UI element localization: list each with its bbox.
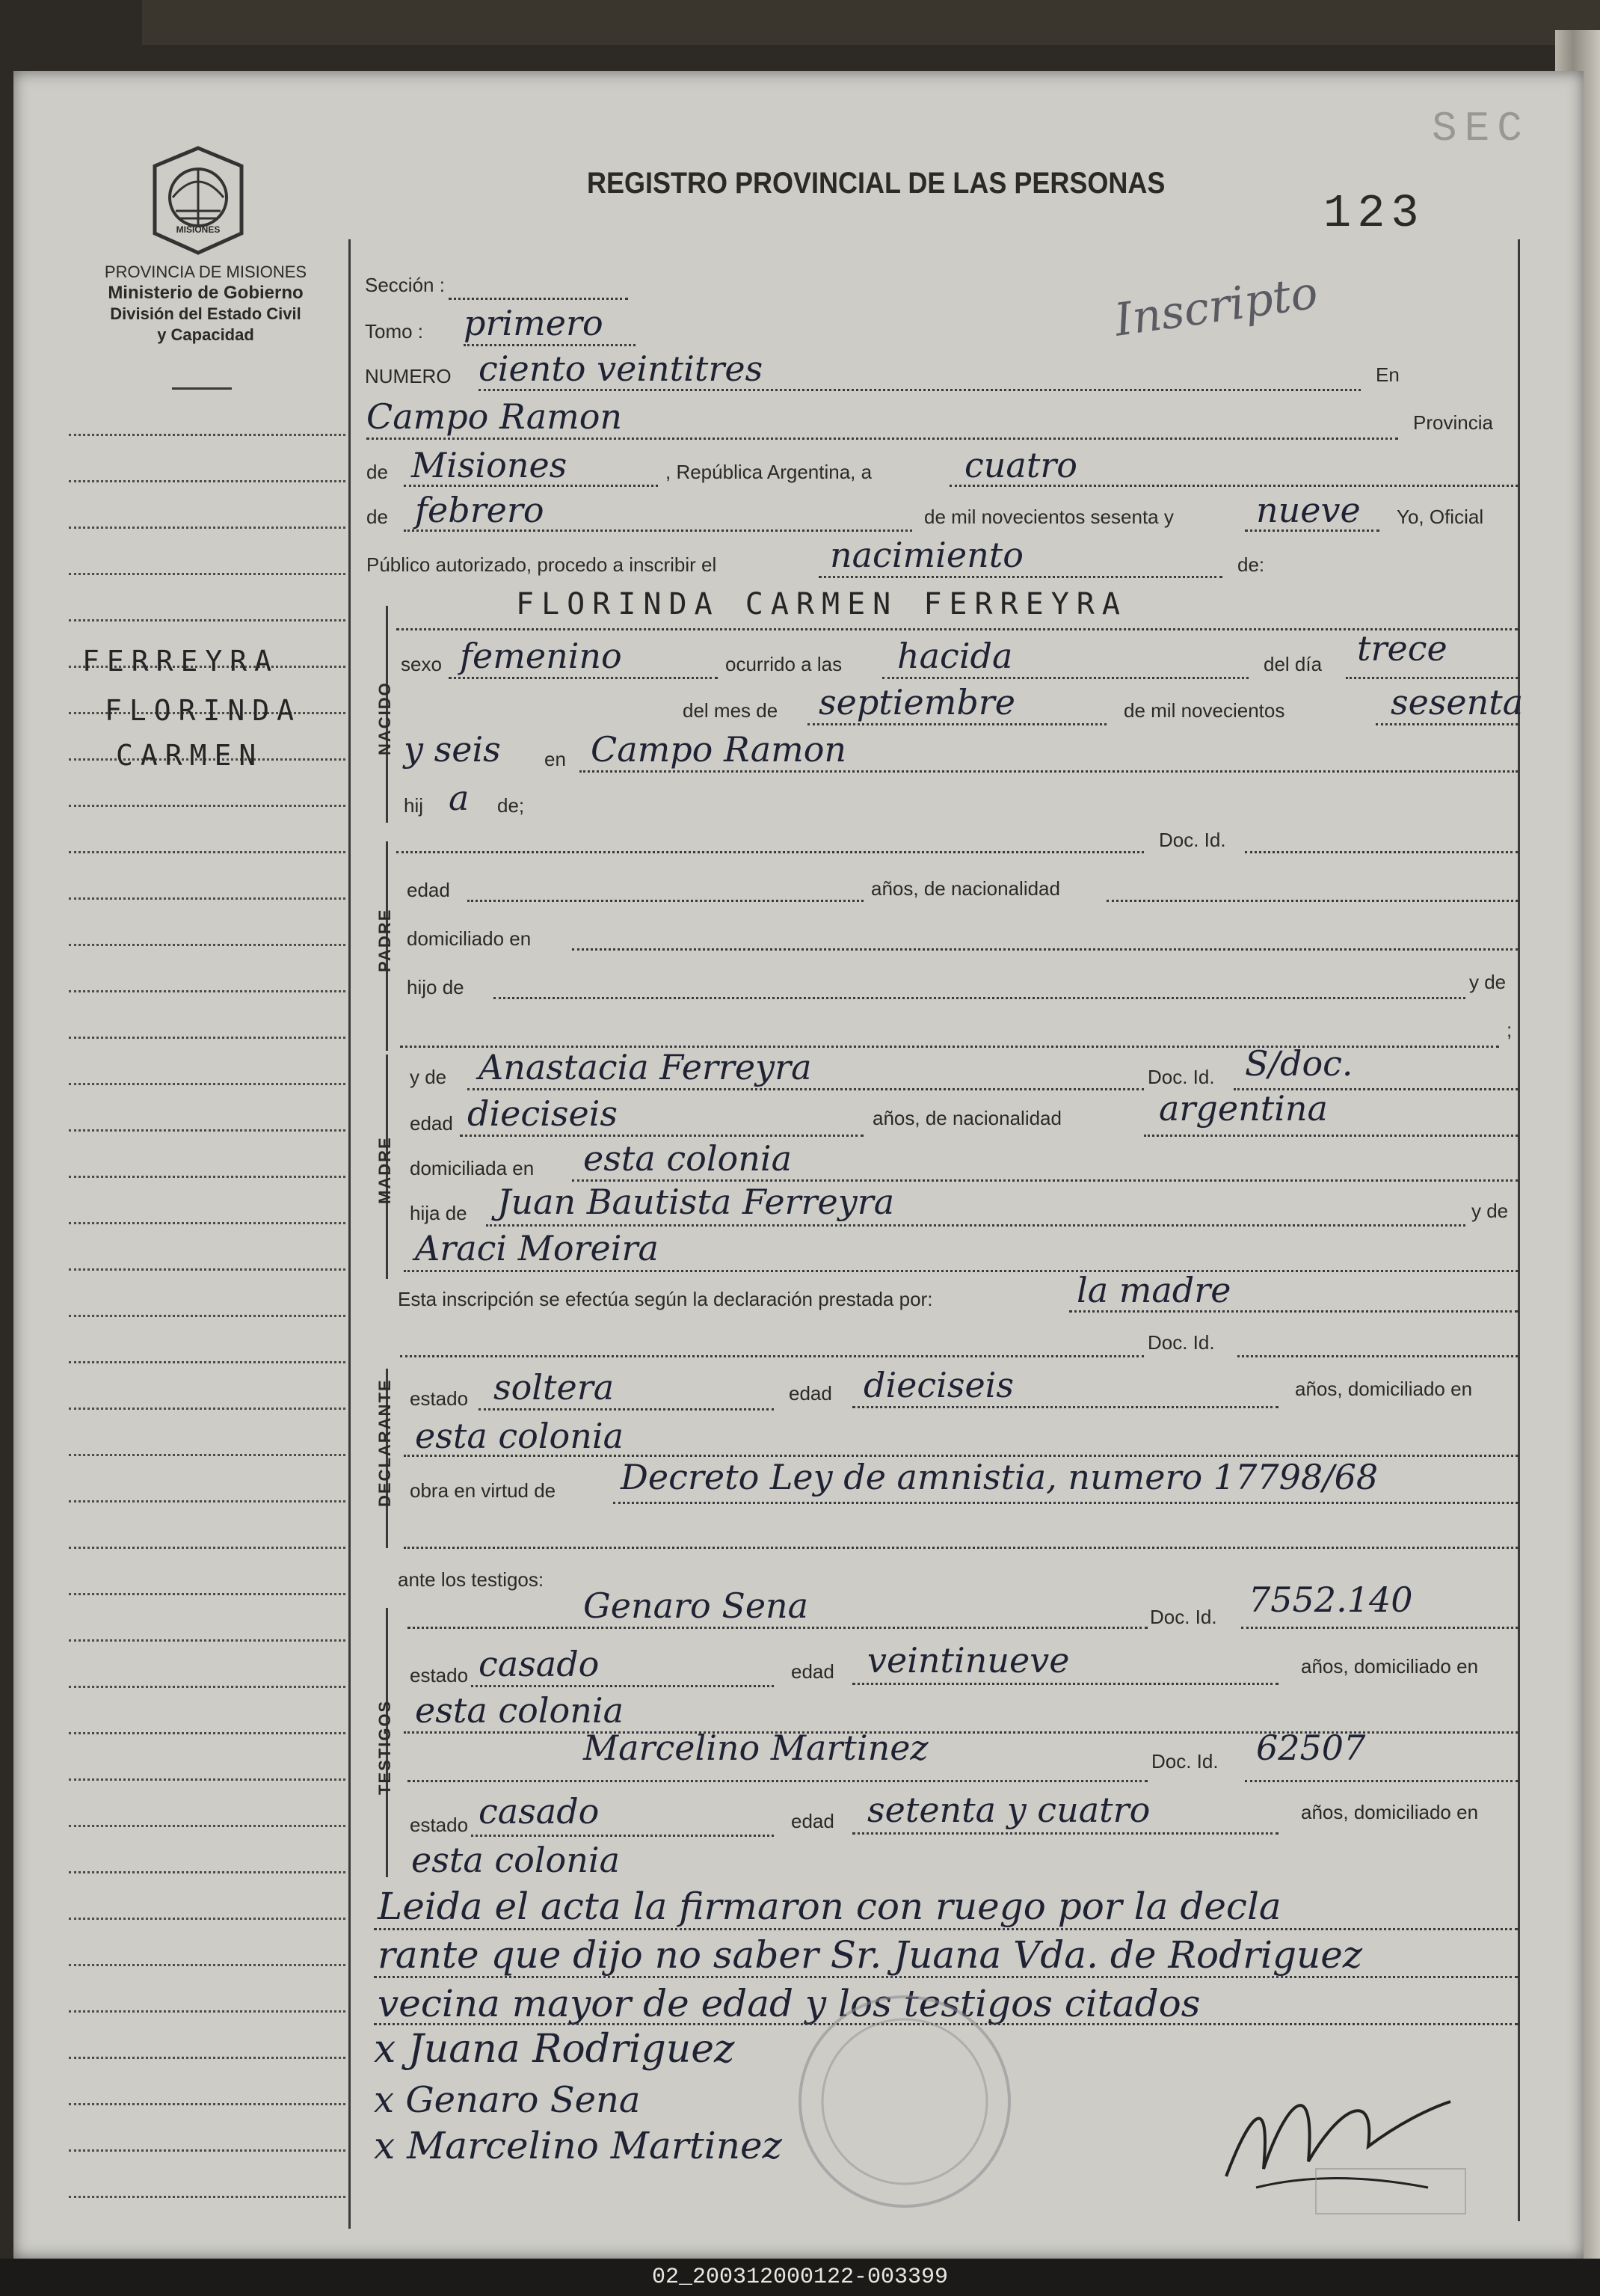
label-testigo2-anos-dom: años, domiciliado en [1301,1801,1479,1823]
value-decl-obra: Decreto Ley de amnistia, numero 17798/68 [621,1457,1379,1497]
margin-ruled-line [69,1871,345,1873]
label-de: de [366,461,388,483]
margin-ruled-line [69,1361,345,1363]
line-anio-nac-a [1376,723,1518,725]
signature-genaro: x Genaro Sena [374,2079,641,2121]
margin-ruled-line [69,1686,345,1688]
label-de-mil-nov: de mil novecientos [1124,699,1285,722]
line-hora [882,677,1249,679]
label-en: En [1376,363,1400,386]
line-padre-nombre [396,851,1144,853]
value-hora: hacida [897,636,1013,676]
value-madre-nac: argentina [1159,1088,1328,1129]
margin-ruled-line [69,851,345,853]
faded-stamp: SEC [1432,105,1530,153]
value-dia-nac: trece [1357,628,1447,669]
line-decl-extra [404,1547,1518,1549]
label-testigo1-anos-dom: años, domiciliado en [1301,1655,1479,1678]
label-madre-edad: edad [410,1112,453,1135]
line-testigo2-nombre [407,1780,1148,1782]
margin-ruled-line [69,1176,345,1178]
label-de-semi: de; [497,794,525,817]
side-label-declarante: DECLARANTE [375,1378,394,1507]
label-publico: Público autorizado, procedo a inscribir el [366,553,717,576]
margin-surname: FERREYRA [82,645,280,678]
value-testigo1-nombre: Genaro Sena [583,1586,809,1626]
value-testigo2-estado: casado [479,1791,600,1832]
margin-ruled-line [69,897,345,900]
margin-ruled-line [69,1732,345,1734]
value-lugar: Campo Ramon [366,396,623,437]
line-decl-doc [1237,1355,1518,1357]
side-label-padre: PADRE [375,908,394,972]
note-underline-1 [374,1928,1518,1930]
value-numero: ciento veintitres [479,349,763,389]
label-testigo2-estado: estado [410,1814,469,1836]
line-testigo1-estado [471,1685,774,1687]
margin-ruled-line [69,1593,345,1595]
margin-ruled-line [69,1918,345,1920]
label-semicolon: ; [1507,1019,1513,1041]
line-padre-edad [467,900,864,902]
label-yo-oficial: Yo, Oficial [1397,506,1484,528]
agency-underline [172,387,232,390]
margin-ruled-line [69,527,345,529]
label-decl-estado: estado [410,1387,469,1410]
value-anio-nac-b: y seis [404,729,501,770]
margin-ruled-line [69,1500,345,1502]
line-anio-acta [1245,530,1379,532]
line-provincia [404,485,658,487]
label-madre-y-de: y de [1471,1200,1509,1222]
margin-ruled-line [69,990,345,992]
official-signature [1181,2057,1495,2229]
margin-ruled-line [69,1083,345,1085]
line-nombre [396,628,1518,630]
value-madre-nombre: Anastacia Ferreyra [479,1047,812,1087]
line-testigo2-estado [471,1835,774,1837]
margin-ruled-line [69,1037,345,1039]
label-testigo2-doc: Doc. Id. [1151,1750,1219,1772]
line-declarante-nombre [400,1355,1144,1357]
image-footer-label: 02_200312000122-003399 [651,2265,949,2290]
note-line-2: rante que dijo no saber Sr. Juana Vda. de Rodriguez [378,1933,1363,1977]
label-de2: de [366,506,388,528]
line-decl-obra [613,1502,1518,1504]
label-en2: en [544,748,566,770]
margin-ruled-line [69,1639,345,1642]
line-testigo2-edad [852,1832,1279,1835]
value-decl-estado: soltera [493,1367,615,1408]
book-edge-top [142,0,1600,45]
value-testigo2-nombre: Marcelino Martinez [583,1728,929,1768]
value-decl-domicilio: esta colonia [415,1416,624,1456]
label-seccion: Sección : [365,274,445,296]
line-decl-estado [479,1408,774,1411]
line-madre-madre [404,1270,1518,1272]
agency-ministry: Ministerio de Gobierno [108,283,304,303]
side-label-testigos: TESTIGOS [375,1699,394,1795]
line-padre-dom [572,948,1518,951]
value-testigo1-domicilio: esta colonia [415,1690,624,1731]
line-sexo [449,677,718,679]
margin-ruled-line [69,944,345,946]
label-tomo: Tomo : [365,320,424,343]
value-mes-acta: febrero [415,490,544,530]
note-line-1: Leida el acta la firmaron con ruego por la decla [378,1885,1281,1928]
label-testigo1-edad: edad [791,1660,834,1683]
value-testigo1-doc: 7552.140 [1249,1580,1413,1620]
label-madre-nac: años, de nacionalidad [873,1107,1062,1129]
seal-label: MISIONES [176,224,221,235]
label-testigo1-estado: estado [410,1664,469,1686]
line-lugar-nac [579,770,1518,773]
label-sexo: sexo [401,653,442,675]
label-del-dia: del día [1264,653,1323,675]
margin-ruled-line [69,573,345,575]
label-padre-hijo: hijo de [407,976,464,998]
value-madre-padre: Juan Bautista Ferreyra [497,1182,895,1222]
label-padre-dom: domiciliado en [407,927,532,950]
agency-capacity: y Capacidad [157,325,254,344]
label-madre-doc: Doc. Id. [1148,1066,1215,1088]
label-decl-anos-dom: años, domiciliado en [1295,1378,1473,1400]
note-line-3: vecina mayor de edad y los testigos citados [378,1982,1201,2025]
margin-ruled-line [69,1315,345,1317]
value-hij-suffix: a [449,778,470,818]
margin-ruled-line [69,2010,345,2013]
label-ocurrido: ocurrido a las [725,653,843,675]
side-label-madre: MADRE [375,1136,394,1204]
margin-first-name: FLORINDA [105,694,302,727]
label-padre-nac: años, de nacionalidad [871,877,1060,900]
margin-ruled-line [69,2196,345,2198]
label-decl-edad: edad [789,1382,832,1405]
label-de-colon: de: [1237,553,1265,576]
official-round-stamp [755,1974,1054,2214]
margin-ruled-line [69,2103,345,2105]
margin-ruled-line [69,1268,345,1271]
value-nombre: FLORINDA CARMEN FERREYRA [516,587,1127,621]
label-republica: , República Argentina, a [665,461,873,483]
label-obra: obra en virtud de [410,1479,556,1502]
label-inscripcion: Esta inscripción se efectúa según la declaración prestada por: [398,1288,933,1310]
line-testigo2-doc [1245,1780,1518,1782]
value-testigo2-doc: 62507 [1256,1728,1366,1768]
signature-marcelino: x Marcelino Martinez [374,2124,782,2167]
label-padre-doc: Doc. Id. [1159,829,1226,851]
value-dia-acta: cuatro [964,445,1077,485]
line-mes-nac [807,723,1107,725]
line-acto [819,576,1222,578]
margin-ruled-line [69,1129,345,1132]
margin-ruled-line [69,1547,345,1549]
label-provincia: Provincia [1413,411,1493,434]
value-testigo2-domicilio: esta colonia [411,1840,620,1880]
line-dia-acta [950,485,1518,487]
margin-ruled-line [69,805,345,807]
line-padre-doc [1245,851,1518,853]
label-de-mil: de mil novecientos sesenta y [924,506,1174,528]
side-label-nacido: NACIDO [375,681,394,755]
agency-province: PROVINCIA DE MISIONES [104,263,307,281]
corner-note: Inscripto [1111,266,1321,347]
page-number: 123 [1323,187,1425,240]
line-padre-nac [1107,900,1518,902]
value-lugar-nac: Campo Ramon [591,729,847,770]
line-numero [479,389,1361,391]
line-seccion [449,298,628,300]
value-madre-edad: dieciseis [467,1093,618,1134]
value-sexo: femenino [460,636,622,676]
value-decl-edad: dieciseis [864,1365,1015,1405]
value-testigo1-edad: veintinueve [867,1640,1070,1680]
line-madre-nombre [467,1088,1144,1090]
value-declarante: la madre [1077,1270,1231,1310]
line-testigo1-edad [852,1683,1279,1685]
line-dia-nac [1346,677,1518,679]
value-provincia: Misiones [411,445,567,485]
value-testigo1-estado: casado [479,1644,600,1684]
agency-block [45,262,366,346]
register-page [13,71,1584,2259]
margin-middle-name: CARMEN [116,739,264,772]
value-anio-acta: nueve [1256,490,1361,530]
line-lugar [366,438,1398,440]
value-madre-dom: esta colonia [583,1138,792,1179]
value-testigo2-edad: setenta y cuatro [867,1790,1151,1830]
provincial-seal [146,144,250,256]
line-madre-edad [460,1135,864,1137]
line-declarante [1069,1310,1518,1313]
signature-juana: x Juana Rodriguez [374,2027,735,2072]
margin-ruled-line [69,1408,345,1410]
label-ante: ante los testigos: [398,1568,544,1591]
value-acto: nacimiento [830,535,1024,575]
label-hij: hij [404,794,424,817]
label-padre-y-de: y de [1469,971,1507,993]
margin-ruled-line [69,619,345,621]
margin-ruled-line [69,1825,345,1827]
agency-division: División del Estado Civil [110,304,301,323]
margin-ruled-line [69,1454,345,1456]
margin-ruled-line [69,1222,345,1224]
line-testigo1-doc [1241,1627,1518,1629]
label-madre-hija: hija de [410,1202,467,1224]
margin-ruled-line [69,1778,345,1781]
form-right-border [1518,239,1520,2221]
page-title: REGISTRO PROVINCIAL DE LAS PERSONAS [587,167,1166,200]
margin-ruled-line [69,2057,345,2059]
line-madre-padre [486,1224,1465,1227]
label-testigo1-doc: Doc. Id. [1150,1606,1217,1628]
line-padre-hijo [493,997,1465,999]
margin-ruled-line [69,2149,345,2152]
value-madre-doc: S/doc. [1245,1043,1353,1084]
line-testigo1-nombre [407,1627,1148,1629]
line-decl-edad [852,1406,1279,1408]
line-mes-acta [404,530,912,532]
label-padre-edad: edad [407,879,450,901]
label-y-de-madre: y de [410,1066,447,1088]
line-madre-nac [1144,1135,1518,1137]
value-mes-nac: septiembre [819,682,1015,722]
line-tomo [464,344,636,346]
value-anio-nac-a: sesenta [1391,682,1524,722]
label-decl-doc: Doc. Id. [1148,1331,1215,1354]
value-madre-madre: Araci Moreira [415,1228,659,1268]
margin-ruled-line [69,1964,345,1966]
margin-divider [348,239,351,2229]
label-numero: NUMERO [365,365,452,387]
label-testigo2-edad: edad [791,1810,834,1832]
label-del-mes: del mes de [683,699,778,722]
margin-ruled-line [69,434,345,436]
label-madre-dom: domiciliada en [410,1157,535,1179]
margin-ruled-line [69,480,345,482]
value-tomo: primero [464,303,603,343]
